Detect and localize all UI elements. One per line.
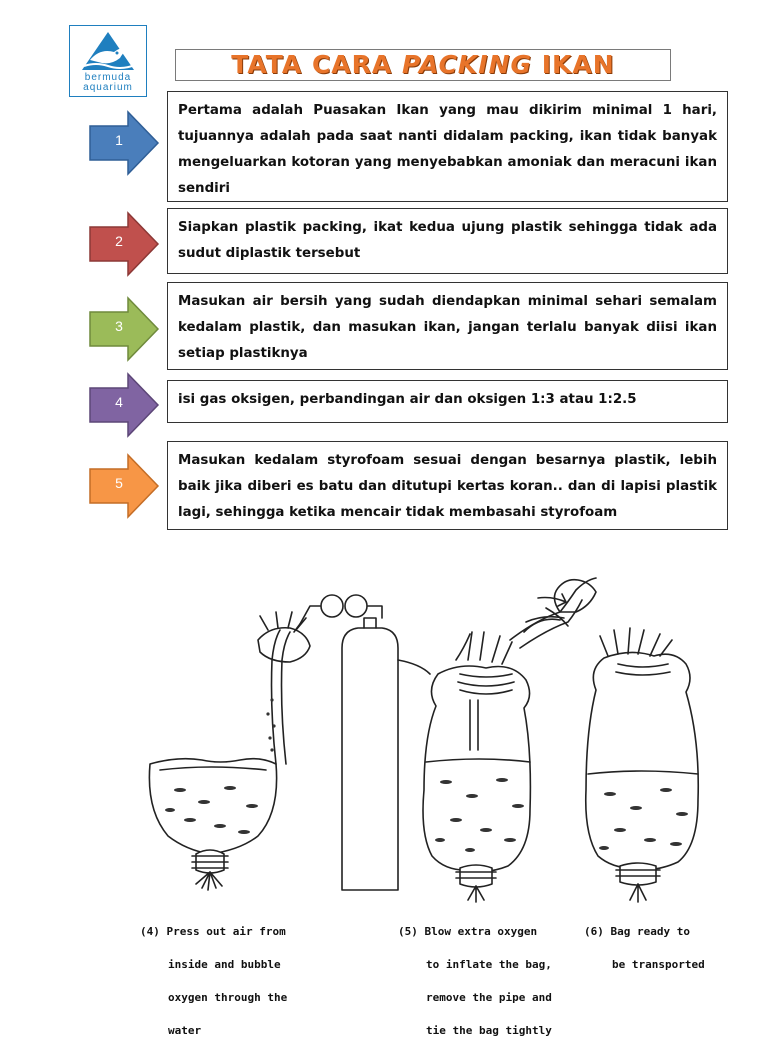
fish-bag-3 <box>599 788 688 850</box>
fish-bag-2 <box>435 778 524 852</box>
step-2-text: Siapkan plastik packing, ikat kedua ujung plastik sehingga tidak ada sudut diplastik tersebut <box>167 208 728 274</box>
caption-line: Press out air from <box>166 925 286 938</box>
caption-line: Bag ready to <box>610 925 690 938</box>
caption-line: inside and bubble <box>168 958 281 971</box>
caption-step-4 <box>140 904 287 1047</box>
caption-step-6 <box>584 904 705 981</box>
oxygen-tank <box>294 595 430 890</box>
step-2-arrow <box>88 211 160 277</box>
step-5-arrow <box>88 453 160 519</box>
caption-line: tie the bag tightly <box>426 1024 552 1037</box>
caption-step-5 <box>398 904 552 1047</box>
title-part-2: PACKING <box>401 50 533 79</box>
title-part-3: IKAN <box>532 50 615 79</box>
bag-inflate-oxygen <box>423 578 596 902</box>
step-5-text: Masukan kedalam styrofoam sesuai dengan besarnya plastik, lebih baik jika diberi es batu dan ditutupi kertas koran.. dan di lapisi plastik lagi, sehingga ketika mencair tidak membasahi styrofoam <box>167 441 728 530</box>
page-title <box>175 49 671 81</box>
step-1-text: Pertama adalah Puasakan Ikan yang mau dikirim minimal 1 hari, tujuannya adalah pada saat nanti didalam packing, ikan tidak banyak mengeluarkan kotoran yang menyebabkan amoniak dan meracuni ikan sendiri <box>167 91 728 202</box>
logo-text-bottom: aquarium <box>83 82 133 93</box>
step-3-text: Masukan air bersih yang sudah diendapkan minimal sehari semalam kedalam plastik, dan masukan ikan, jangan terlalu banyak diisi ikan setiap plastiknya <box>167 282 728 370</box>
step-number: 4 <box>115 394 123 410</box>
bag-ready <box>586 628 699 902</box>
caption-line: oxygen through the <box>168 991 288 1004</box>
caption-label: (4) <box>140 925 160 938</box>
caption-line: remove the pipe and <box>426 991 552 1004</box>
step-4-arrow <box>88 372 160 438</box>
caption-label: (5) <box>398 925 418 938</box>
step-4-text: isi gas oksigen, perbandingan air dan oksigen 1:3 atau 1:2.5 <box>167 380 728 423</box>
caption-label: (6) <box>584 925 604 938</box>
fish-logo-icon <box>70 26 146 74</box>
step-number: 3 <box>115 318 123 334</box>
logo-text-top: bermuda <box>84 72 132 83</box>
title-part-1: TATA CARA <box>231 50 402 79</box>
caption-line: water <box>168 1024 202 1037</box>
bag-press-out-air <box>149 612 310 890</box>
caption-line: Blow extra oxygen <box>424 925 538 938</box>
caption-line: to inflate the bag, <box>426 958 552 971</box>
caption-line: be transported <box>612 958 705 971</box>
fish-bag-1 <box>165 698 276 834</box>
step-number: 5 <box>115 475 123 491</box>
step-1-arrow <box>88 110 160 176</box>
fish-packing-illustration <box>120 550 736 964</box>
step-number: 1 <box>115 132 123 148</box>
step-3-arrow <box>88 296 160 362</box>
step-number: 2 <box>115 233 123 249</box>
bermuda-aquarium-logo <box>69 25 147 97</box>
